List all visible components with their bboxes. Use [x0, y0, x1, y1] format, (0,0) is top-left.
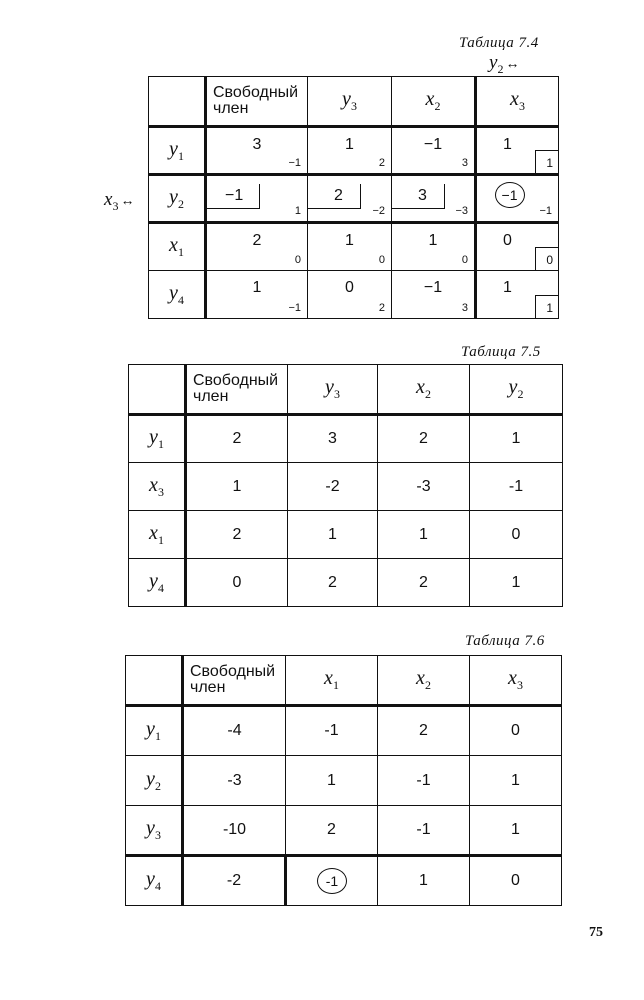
row-header: $x_1$ [149, 223, 206, 271]
table-cell: -1 [378, 806, 470, 856]
table-cell: 1 −1 [206, 271, 308, 319]
row-header: $y_2$ [149, 175, 206, 223]
table-cell: 2 0 [206, 223, 308, 271]
table-cell: -2 [288, 463, 378, 511]
table-cell: -4 [183, 706, 286, 756]
table-cell: -1 [470, 463, 563, 511]
table-cell: 1 [470, 756, 562, 806]
resolving-element-circle: −1 [495, 182, 525, 208]
table-cell: 0 0 [476, 223, 559, 271]
table-cell: −1 3 [392, 127, 476, 175]
double-arrow-icon: ↔ [505, 57, 520, 72]
row-swap-marker [104, 189, 134, 214]
row-header: $y_4$ [129, 559, 186, 607]
row-header: $y_4$ [149, 271, 206, 319]
table-cell: −1 3 [392, 271, 476, 319]
table-cell: 1 2 [308, 127, 392, 175]
column-header: $y_2$ [470, 365, 563, 415]
free-term-header: Свободный член [206, 77, 308, 127]
corner-cell [129, 365, 186, 415]
resolving-element-cell [286, 856, 378, 906]
table-cell: -1 [378, 756, 470, 806]
table-cell: 0 2 [308, 271, 392, 319]
table-cell: 1 [378, 511, 470, 559]
column-header: $x_1$ [286, 656, 378, 706]
table-cell: 1 [470, 806, 562, 856]
table-cell: 3 −3 [392, 175, 476, 223]
table-cell: 0 [470, 511, 563, 559]
table-cell: 2 [186, 511, 288, 559]
row-header: $y_4$ [126, 856, 183, 906]
table-cell: 1 [186, 463, 288, 511]
column-header: $x_3$ [470, 656, 562, 706]
table-cell: -1 [286, 706, 378, 756]
corner-cell [149, 77, 206, 127]
resolving-element-circle: -1 [317, 868, 347, 894]
table-cell: 0 [470, 856, 562, 906]
table-cell: -3 [183, 756, 286, 806]
marker-sub: 3 [112, 198, 119, 213]
table-cell: 2 [378, 706, 470, 756]
table-cell: 2 [378, 415, 470, 463]
corner-cell [126, 656, 183, 706]
marker-sub: 2 [497, 61, 504, 76]
table-cell: 1 [470, 559, 563, 607]
table-cell: 3 [288, 415, 378, 463]
double-arrow-icon: ↔ [120, 194, 135, 209]
table-7-5 [128, 364, 563, 607]
table-cell: −1 1 [206, 175, 308, 223]
marker-var: y [489, 52, 498, 73]
table-cell: 1 1 [476, 127, 559, 175]
column-header: $y_3$ [308, 77, 392, 127]
column-header: $x_2$ [392, 77, 476, 127]
free-term-header: Свободный член [186, 365, 288, 415]
row-header: $x_1$ [129, 511, 186, 559]
table-cell: -2 [183, 856, 286, 906]
row-header: $y_1$ [129, 415, 186, 463]
table-cell: 2 [286, 806, 378, 856]
resolving-element-cell: −1 −1 [476, 175, 559, 223]
table-cell: -3 [378, 463, 470, 511]
column-header: $x_2$ [378, 365, 470, 415]
table-cell: 1 1 [476, 271, 559, 319]
table-7-5-caption: Таблица 7.5 [461, 344, 541, 360]
table-7-4-caption: Таблица 7.4 [459, 35, 539, 51]
table-cell: 0 [186, 559, 288, 607]
row-header: $y_1$ [149, 127, 206, 175]
table-cell: 2 [378, 559, 470, 607]
column-header: $x_2$ [378, 656, 470, 706]
table-cell: 2 [186, 415, 288, 463]
table-7-4 [148, 76, 559, 319]
row-header: $y_2$ [126, 756, 183, 806]
page-number: 75 [589, 925, 603, 940]
table-cell: 1 [470, 415, 563, 463]
table-cell: 1 [288, 511, 378, 559]
table-cell: 3 −1 [206, 127, 308, 175]
column-header: $y_3$ [288, 365, 378, 415]
table-cell: -10 [183, 806, 286, 856]
free-term-header: Свободный член [183, 656, 286, 706]
table-7-6 [125, 655, 562, 906]
table-cell: 1 0 [308, 223, 392, 271]
table-7-6-caption: Таблица 7.6 [465, 633, 545, 649]
table-cell: 2 [288, 559, 378, 607]
table-cell: 1 [378, 856, 470, 906]
table-cell: 1 [286, 756, 378, 806]
row-header: $x_3$ [129, 463, 186, 511]
table-cell: 2 −2 [308, 175, 392, 223]
row-header: $y_3$ [126, 806, 183, 856]
table-cell: 1 0 [392, 223, 476, 271]
marker-var: x [104, 189, 113, 210]
row-header: $y_1$ [126, 706, 183, 756]
column-header: $x_3$ [476, 77, 559, 127]
table-cell: 0 [470, 706, 562, 756]
column-swap-marker [489, 52, 519, 77]
